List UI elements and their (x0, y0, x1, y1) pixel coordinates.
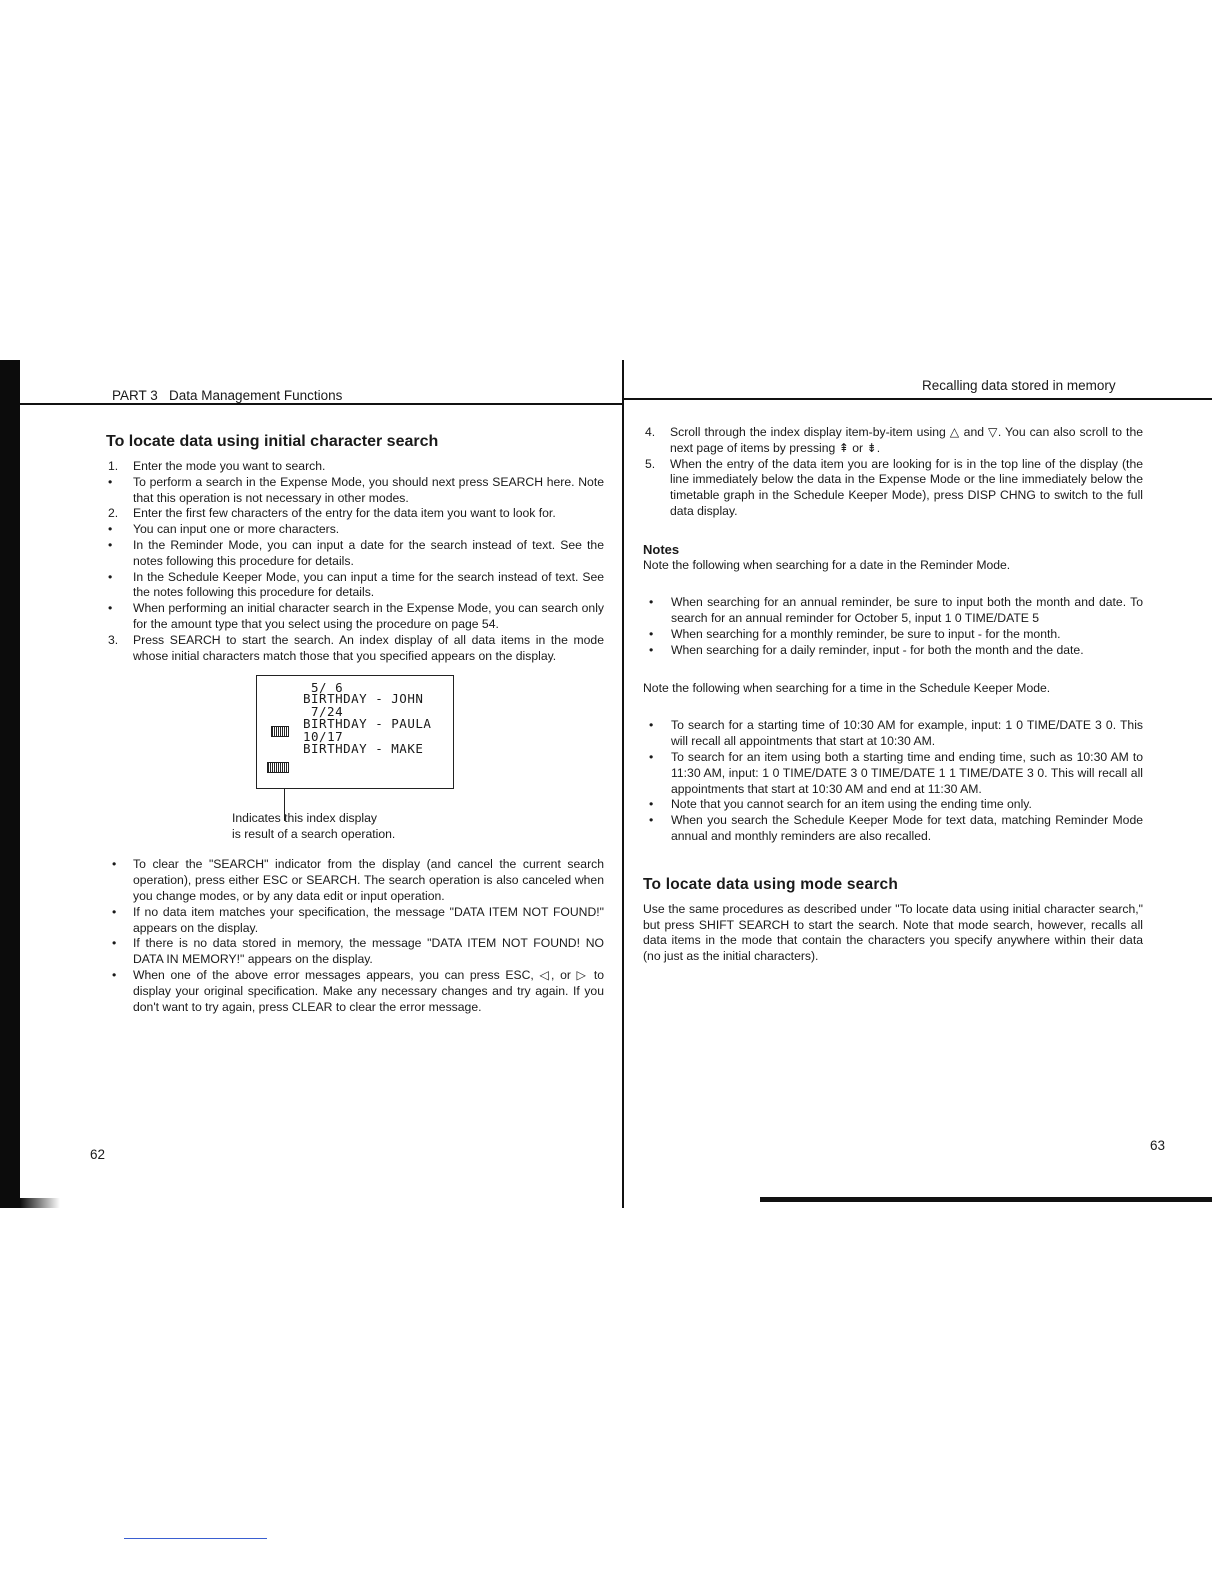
footer-rule-right (760, 1197, 1212, 1202)
list-item (106, 570, 604, 602)
caption-line: is result of a search operation. (232, 827, 396, 842)
procedure-list (106, 459, 604, 664)
list-item: • When you search the Schedule Keeper Mode for text data, matching Reminder Mode annual and monthly reminders are also recalled. (643, 813, 1143, 845)
list-item-text: Scroll through the index display item-by-item using △ and ▽. You can also scroll to the next page of items by pressing ⇞ or ⇟. (670, 425, 1143, 455)
list-item-text: In the Reminder Mode, you can input a date for the search instead of text. See the notes following this procedure for details. (133, 537, 604, 568)
running-header-left: PART 3 Data Management Functions (112, 388, 343, 403)
list-item-text: Enter the mode you want to search. (133, 459, 326, 473)
notes-intro-reminder: Note the following when searching for a date in the Reminder Mode. (643, 557, 1011, 572)
search-indicator-icon (267, 762, 289, 773)
list-item (106, 633, 604, 665)
page-number-left: 62 (90, 1147, 106, 1162)
list-marker: • (108, 474, 113, 489)
list-item-text: Press SEARCH to start the search. An index display of all data items in the mode whose initial characters match those that you specified appears on the display. (133, 632, 604, 663)
list-item-text: To perform a search in the Expense Mode, you should next press SEARCH here. Note that this operation is not necessary in other modes. (133, 474, 604, 505)
list-item (106, 506, 604, 522)
list-item: • To clear the "SEARCH" indicator from the display (and cancel the current search operation), press either ESC or SEARCH. The search operation is also canceled when you change modes, or by any data edit or input operation. (106, 857, 604, 904)
header-rule-right (624, 398, 1212, 400)
list-item-text: When performing an initial character search in the Expense Mode, you can search only for the amount type that you select using the procedure on page 54. (133, 601, 604, 631)
list-item: • To search for an item using both a starting time and ending time, such as 10:30 AM to 11:30 AM, input: 1 0 TIME/DATE 3 0 TIME/DATE 1 1 TIME/DATE 3 0. This will recall all appointments that start at 10:30 AM and end at 11:30 AM. (643, 750, 1143, 797)
section-title-initial-search: To locate data using initial character search (106, 433, 439, 450)
list-marker: • (108, 601, 113, 616)
list-item (106, 601, 604, 633)
lcd-caption (232, 810, 492, 842)
notes-heading: Notes (643, 541, 680, 557)
lcd-illustration (232, 675, 456, 857)
list-item-text: When the entry of the data item you are looking for is in the top line of the display (the line immediately below the data in the Expense Mode or the line immediately below the timetable graph in the Schedule Keeper Mode), press DISP CHNG to switch to the full data display. (670, 456, 1143, 518)
lcd-line: BIRTHDAY - JOHN (303, 691, 424, 707)
clear-search-notes (106, 857, 604, 1015)
list-marker: • (108, 537, 113, 552)
reminder-indicator-icon (271, 726, 289, 737)
list-item-text: You can input one or more characters. (133, 522, 340, 537)
list-item: • Note that you cannot search for an item using the ending time only. (643, 797, 1143, 813)
lcd-line: BIRTHDAY - MAKE (303, 741, 424, 757)
page-gutter (622, 360, 624, 1208)
list-item-text: Enter the first few characters of the entry for the data item you want to look for. (133, 506, 556, 521)
list-item: • When one of the above error messages appears, you can press ESC, ◁, or ▷ to display your original specification. Make any necessary changes and try again. If you don't want to try again, press CLEAR to clear the error message. (106, 968, 604, 1015)
schedule-notes (643, 718, 1143, 844)
list-item (643, 457, 1143, 520)
lcd-line: 10/17 (303, 729, 344, 745)
caption-line: Indicates this index display (232, 811, 377, 826)
list-marker: 4. (645, 425, 656, 439)
list-item (106, 538, 604, 570)
list-item: • If no data item matches your specification, the message "DATA ITEM NOT FOUND!" appears on the display. (106, 905, 604, 937)
binding-shadow-left (0, 360, 20, 1208)
reminder-notes (643, 595, 1143, 658)
page-number-right: 63 (1150, 1138, 1166, 1153)
lcd-line: 5/ 6 (311, 680, 344, 696)
list-item-text: In the Schedule Keeper Mode, you can input a time for the search instead of text. See the notes following this procedure for details. (133, 569, 604, 600)
procedure-list-continued (643, 425, 1143, 520)
list-item (643, 425, 1143, 457)
section-title-mode-search: To locate data using mode search (643, 875, 899, 893)
list-item (106, 459, 604, 475)
lcd-line: 7/24 (311, 704, 344, 720)
list-item: • If there is no data stored in memory, the message "DATA ITEM NOT FOUND! NO DATA IN MEMORY!" appears on the display. (106, 936, 604, 968)
list-marker: • (108, 569, 113, 584)
list-item (106, 522, 604, 538)
list-marker: 1. (108, 459, 119, 473)
mode-search-text: Use the same procedures as described under "To locate data using initial character search," but press SHIFT SEARCH to start the search. Note that mode search, however, recalls all data items in the mode that contain the characters you specify anywhere within their data (no just as the initial characters). (643, 901, 1143, 964)
list-item: • To search for a starting time of 10:30 AM for example, input: 1 0 TIME/DATE 3 0. This will recall all appointments that start at 10:30 AM. (643, 718, 1143, 750)
binding-shadow-cap (20, 1198, 60, 1208)
notes-intro-schedule: Note the following when searching for a time in the Schedule Keeper Mode. (643, 680, 1051, 695)
list-item: • When searching for a daily reminder, input - for both the month and the date. (643, 643, 1143, 659)
list-item (106, 475, 604, 507)
list-item: • When searching for a monthly reminder, be sure to input - for the month. (643, 627, 1143, 643)
list-marker: 2. (108, 506, 119, 521)
list-marker: 3. (108, 632, 119, 647)
list-marker: 5. (645, 456, 656, 471)
list-item: • When searching for an annual reminder, be sure to input both the month and date. To search for an annual reminder for October 5, input 1 0 TIME/DATE 5 (643, 595, 1143, 627)
scan-artifact-line (124, 1538, 267, 1539)
header-rule-left (20, 403, 622, 405)
list-marker: • (108, 522, 113, 537)
left-page (106, 432, 604, 1015)
running-header-right: Recalling data stored in memory (922, 378, 1116, 393)
lcd-line: BIRTHDAY - PAULA (303, 716, 432, 732)
right-page (643, 425, 1143, 965)
lcd-screen (256, 675, 454, 789)
